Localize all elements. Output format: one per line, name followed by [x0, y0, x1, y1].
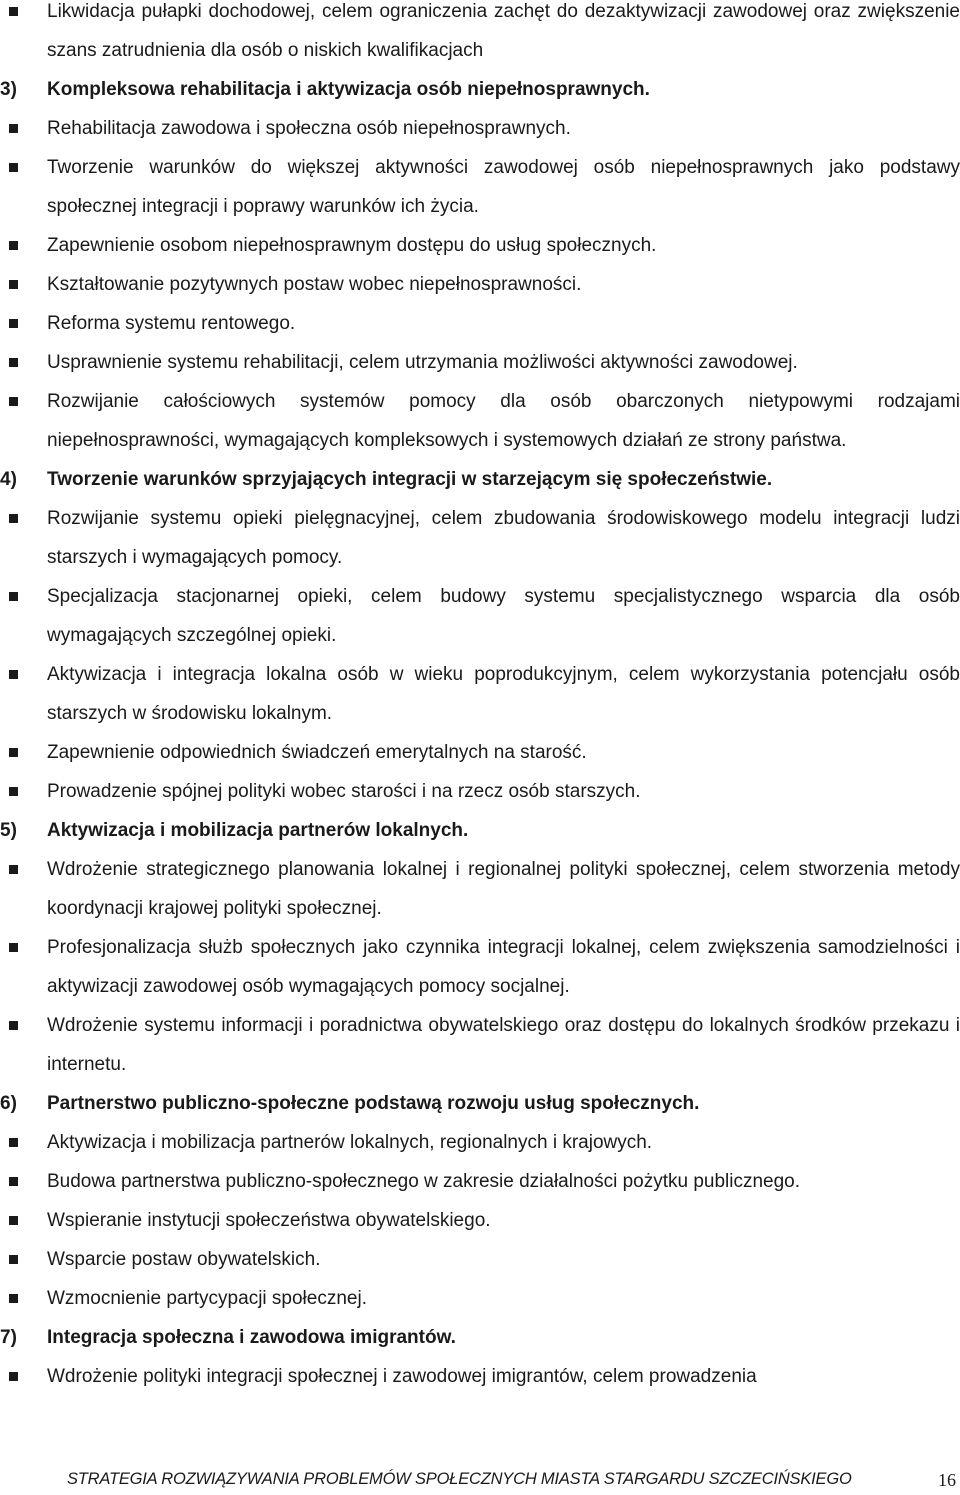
list-item	[0, 1006, 960, 1084]
list-item-text: Tworzenie warunków do większej aktywności zawodowej osób niepełnosprawnych jako podstawy społecznej integracji i poprawy warunków ich życia.	[47, 157, 960, 217]
square-bullet-icon	[9, 865, 18, 874]
list-item	[0, 304, 960, 343]
square-bullet-icon	[9, 787, 18, 796]
square-bullet-icon	[9, 163, 18, 172]
footer-title: STRATEGIA ROZWIĄZYWANIA PROBLEMÓW SPOŁECZNYCH MIASTA STARGARDU SZCZECIŃSKIEGO	[67, 1470, 852, 1488]
list-item	[0, 226, 960, 265]
list-item	[0, 928, 960, 1006]
section-title: Tworzenie warunków sprzyjających integracji w starzejącym się społeczeństwie.	[47, 469, 773, 490]
list-item-text: Aktywizacja i integracja lokalna osób w wieku poprodukcyjnym, celem wykorzystania potencjału osób starszych w środowisku lokalnym.	[47, 664, 960, 724]
square-bullet-icon	[9, 592, 18, 601]
list-item	[0, 1201, 960, 1240]
list-item	[0, 850, 960, 928]
list-item-text: Profesjonalizacja służb społecznych jako czynnika integracji lokalnej, celem zwiększenia samodzielności i aktywizacji zawodowej osób wymagających pomocy socjalnej.	[47, 937, 960, 997]
list-item	[0, 382, 960, 460]
list-item	[0, 499, 960, 577]
square-bullet-icon	[9, 358, 18, 367]
list-item	[0, 0, 960, 70]
square-bullet-icon	[9, 1138, 18, 1147]
list-item-text: Prowadzenie spójnej polityki wobec starości i na rzecz osób starszych.	[47, 781, 641, 802]
list-item-text: Budowa partnerstwa publiczno-społecznego w zakresie działalności pożytku publicznego.	[47, 1171, 801, 1192]
section-number: 4)	[0, 469, 17, 490]
list-item	[0, 1123, 960, 1162]
square-bullet-icon	[9, 1372, 18, 1381]
list-item	[0, 1279, 960, 1318]
square-bullet-icon	[9, 748, 18, 757]
square-bullet-icon	[9, 1021, 18, 1030]
list-item-text: Wdrożenie systemu informacji i poradnictwa obywatelskiego oraz dostępu do lokalnych środków przekazu i internetu.	[47, 1015, 960, 1075]
list-item-text: Likwidacja pułapki dochodowej, celem ograniczenia zachęt do dezaktywizacji zawodowej oraz zwiększenie szans zatrudnienia dla osób o niskich kwalifikacjach	[47, 1, 960, 61]
list-item	[0, 343, 960, 382]
square-bullet-icon	[9, 514, 18, 523]
list-item-text: Wzmocnienie partycypacji społecznej.	[47, 1288, 367, 1309]
section-heading	[0, 460, 960, 499]
section-number: 5)	[0, 820, 17, 841]
list-item-text: Wdrożenie polityki integracji społecznej i zawodowej imigrantów, celem prowadzenia	[47, 1366, 757, 1387]
list-item	[0, 1357, 960, 1396]
list-item	[0, 1240, 960, 1279]
square-bullet-icon	[9, 943, 18, 952]
square-bullet-icon	[9, 1177, 18, 1186]
section-heading	[0, 70, 960, 109]
square-bullet-icon	[9, 280, 18, 289]
list-item-text: Zapewnienie osobom niepełnosprawnym dostępu do usług społecznych.	[47, 235, 657, 256]
square-bullet-icon	[9, 1294, 18, 1303]
list-item	[0, 772, 960, 811]
list-item-text: Specjalizacja stacjonarnej opieki, celem budowy systemu specjalistycznego wsparcia dla osób wymagających szczególnej opieki.	[47, 586, 960, 646]
section-title: Kompleksowa rehabilitacja i aktywizacja osób niepełnosprawnych.	[47, 79, 650, 100]
square-bullet-icon	[9, 124, 18, 133]
list-item-text: Aktywizacja i mobilizacja partnerów lokalnych, regionalnych i krajowych.	[47, 1132, 653, 1153]
section-title: Integracja społeczna i zawodowa imigrantów.	[47, 1327, 456, 1348]
list-item-text: Kształtowanie pozytywnych postaw wobec niepełnosprawności.	[47, 274, 582, 295]
list-item-text: Zapewnienie odpowiednich świadczeń emerytalnych na starość.	[47, 742, 587, 763]
list-item	[0, 109, 960, 148]
square-bullet-icon	[9, 241, 18, 250]
list-item	[0, 577, 960, 655]
list-item	[0, 148, 960, 226]
square-bullet-icon	[9, 1216, 18, 1225]
list-item-text: Wsparcie postaw obywatelskich.	[47, 1249, 321, 1270]
section-number: 7)	[0, 1327, 17, 1348]
list-item	[0, 265, 960, 304]
list-item	[0, 1162, 960, 1201]
list-item-text: Reforma systemu rentowego.	[47, 313, 296, 334]
page-number: 16	[938, 1470, 956, 1490]
square-bullet-icon	[9, 319, 18, 328]
list-item-text: Wspieranie instytucji społeczeństwa obywatelskiego.	[47, 1210, 491, 1231]
list-item-text: Rozwijanie systemu opieki pielęgnacyjnej, celem zbudowania środowiskowego modelu integracji ludzi starszych i wymagających pomocy.	[47, 508, 960, 568]
square-bullet-icon	[9, 670, 18, 679]
square-bullet-icon	[9, 397, 18, 406]
section-heading	[0, 1084, 960, 1123]
list-item-text: Wdrożenie strategicznego planowania lokalnej i regionalnej polityki społecznej, celem stworzenia metody koordynacji krajowej polityki społecznej.	[47, 859, 960, 919]
list-item	[0, 733, 960, 772]
square-bullet-icon	[9, 1255, 18, 1264]
section-number: 6)	[0, 1093, 17, 1114]
section-heading	[0, 1318, 960, 1357]
section-number: 3)	[0, 79, 17, 100]
section-heading	[0, 811, 960, 850]
square-bullet-icon	[9, 7, 18, 16]
list-item-text: Usprawnienie systemu rehabilitacji, celem utrzymania możliwości aktywności zawodowej.	[47, 352, 798, 373]
list-item-text: Rozwijanie całościowych systemów pomocy dla osób obarczonych nietypowymi rodzajami niepełnosprawności, wymagających kompleksowych i systemowych działań ze strony państwa.	[47, 391, 960, 451]
section-title: Partnerstwo publiczno-społeczne podstawą rozwoju usług społecznych.	[47, 1093, 700, 1114]
list-item	[0, 655, 960, 733]
list-item-text: Rehabilitacja zawodowa i społeczna osób niepełnosprawnych.	[47, 118, 571, 139]
section-title: Aktywizacja i mobilizacja partnerów lokalnych.	[47, 820, 469, 841]
